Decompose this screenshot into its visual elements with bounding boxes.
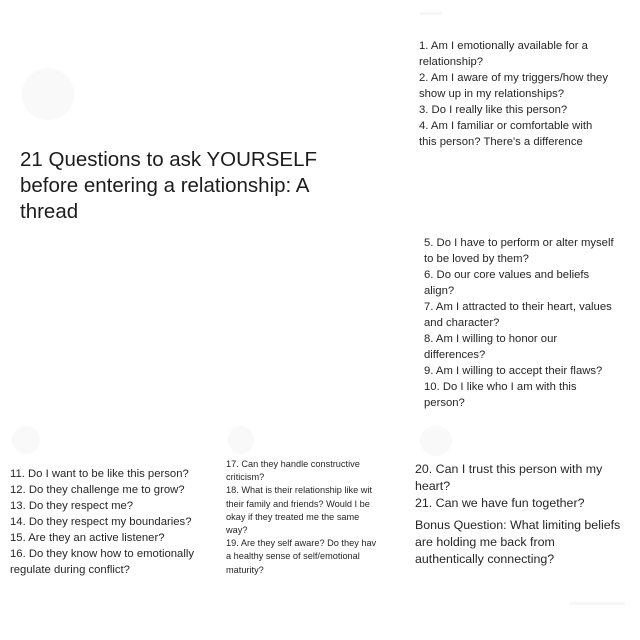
question-line: 3. Do I really like this person? (419, 104, 568, 116)
faded-avatar-icon (22, 68, 74, 120)
bonus-question-line: Bonus Question: What limiting beliefs (415, 518, 621, 532)
bonus-question-line: authentically connecting? (415, 552, 555, 566)
question-line: 20. Can I trust this person with my (415, 462, 603, 476)
question-line: 15. Are they an active listener? (10, 532, 165, 544)
title-line: thread (20, 200, 79, 223)
question-line: 14. Do they respect my boundaries? (10, 516, 192, 528)
questions-panel-4 (226, 458, 396, 577)
question-line: heart? (415, 479, 451, 493)
question-line: show up in my relationships? (419, 88, 565, 100)
question-line: relationship? (419, 56, 484, 68)
question-line: 17. Can they handle constructive (226, 459, 360, 469)
question-line: 12. Do they challenge me to grow? (10, 484, 185, 496)
question-line: this person? There's a difference (419, 136, 583, 148)
question-line: 10. Do I like who I am with this (424, 381, 577, 393)
question-line: 1. Am I emotionally available for a (419, 40, 588, 52)
question-line: 18. What is their relationship like wit (226, 485, 373, 496)
faded-name-placeholder (420, 12, 442, 15)
question-line: 11. Do I want to be like this person? (10, 468, 189, 480)
title-line: 21 Questions to ask YOURSELF (20, 148, 318, 171)
question-line: 13. Do they respect me? (10, 500, 134, 512)
bonus-question-line: are holding me back from (415, 535, 555, 549)
question-line: criticism? (226, 472, 265, 483)
faded-avatar-icon (228, 426, 254, 454)
question-line: person? (424, 397, 465, 409)
question-line: to be loved by them? (424, 253, 529, 265)
faded-button-placeholder (570, 602, 625, 605)
question-line: 2. Am I aware of my triggers/how they (419, 72, 608, 84)
question-line: 7. Am I attracted to their heart, values (424, 301, 612, 313)
question-line: differences? (424, 349, 486, 361)
questions-panel-5 (415, 461, 620, 568)
faded-avatar-icon (12, 426, 40, 454)
questions-panel-3 (10, 466, 194, 578)
question-line: maturity? (226, 564, 264, 575)
question-line: okay if they treated me the same (226, 511, 360, 522)
question-line: align? (424, 285, 455, 297)
title-line: before entering a relationship: A (20, 174, 310, 197)
question-line: way? (226, 525, 248, 536)
questions-panel-2 (424, 235, 614, 411)
question-line: a healthy sense of self/emotional (226, 551, 360, 562)
question-line: 16. Do they know how to emotionally (10, 548, 194, 560)
faded-avatar-icon (420, 426, 452, 456)
thread-title (20, 147, 360, 225)
question-line: 9. Am I willing to accept their flaws? (424, 365, 603, 377)
question-line: 8. Am I willing to honor our (424, 333, 558, 345)
question-line: 19. Are they self aware? Do they hav (226, 538, 377, 549)
question-line: their family and friends? Would I be (226, 498, 370, 509)
question-line: regulate during conflict? (10, 564, 130, 576)
question-line: 21. Can we have fun together? (415, 496, 585, 510)
question-line: 4. Am I familiar or comfortable with (419, 120, 593, 132)
question-line: and character? (424, 317, 500, 329)
question-line: 5. Do I have to perform or alter myself (424, 237, 614, 249)
question-line: 6. Do our core values and beliefs (424, 269, 590, 281)
questions-panel-1 (419, 38, 608, 150)
